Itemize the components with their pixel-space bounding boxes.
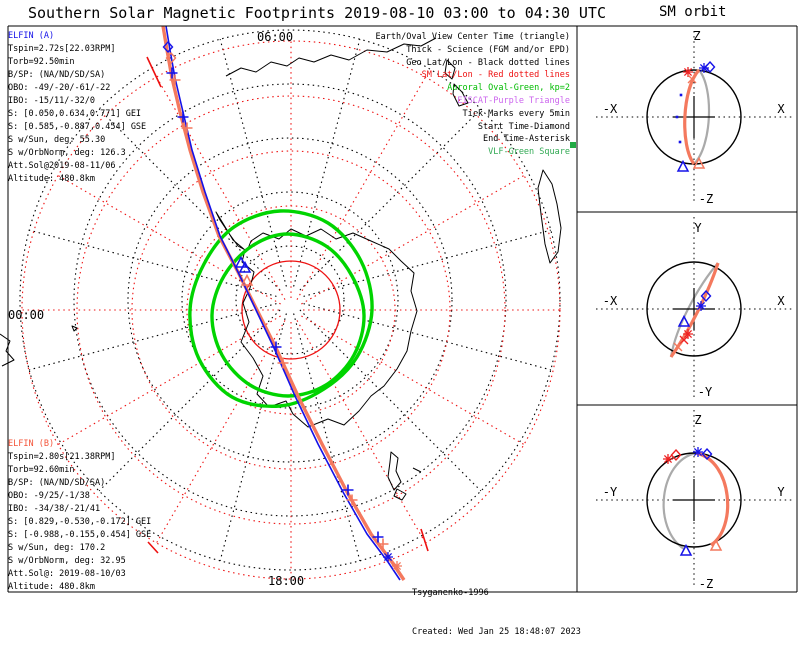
- figure-title: Southern Solar Magnetic Footprints 2019-08-10 03:00 to 04:30 UTC: [28, 4, 606, 22]
- blue-dot-marker: [679, 141, 682, 144]
- model-name: Tsyganenko-1996: [412, 588, 489, 598]
- info-line: Att.Sol@2019-08-11/06: [8, 161, 116, 171]
- axis-label-Y: Y: [777, 485, 785, 499]
- credits-block: [412, 561, 581, 665]
- info-line: Altitude: 480.8km: [8, 582, 95, 592]
- mlt-label-1800: 18:00: [268, 574, 305, 588]
- legend-item: EISCAT-Purple Triangle: [457, 95, 570, 106]
- orbit-arc-near: [696, 453, 728, 545]
- coastline: [394, 489, 406, 500]
- orbit-tracks: [163, 26, 404, 580]
- axis-label--Z: -Z: [698, 577, 714, 591]
- center-cross: [673, 479, 715, 521]
- auroral-oval-outer: [190, 211, 372, 406]
- orbit-arc-far: [664, 453, 696, 549]
- sm-orbit-panel-0: [596, 29, 793, 206]
- info-line: S w/OrbNorm, deg: 126.3: [8, 148, 126, 158]
- legend-item: SM Lat/Lon - Red dotted lines: [421, 70, 570, 81]
- legend-item: VLF-Green Square: [488, 147, 570, 158]
- info-line: Tspin=2.72s[22.03RPM]: [8, 44, 116, 54]
- info-line: B/SP: (NA/ND/SD/SA): [8, 70, 106, 80]
- grid-meridian: [301, 176, 524, 305]
- info-line: S: [-0.988,-0.155,0.454] GSE: [8, 530, 152, 540]
- grid-meridian: [29, 304, 276, 370]
- red-end-asterisk: [683, 329, 693, 339]
- created-timestamp: Created: Wed Jan 25 18:48:07 2023: [412, 627, 581, 637]
- info-line: Att.Sol@: 2019-08-10/03: [8, 569, 126, 579]
- grid-meridian: [304, 230, 551, 296]
- axis-label--Z: -Z: [698, 192, 714, 206]
- legend-item: Geo Lat/Lon - Black dotted lines: [406, 57, 570, 68]
- grid-meridian: [304, 304, 551, 370]
- info-line: Torb=92.50min: [8, 57, 75, 67]
- grid-meridian: [300, 310, 481, 491]
- mlt-label-0600: 06:00: [257, 30, 294, 44]
- axis-label--X: -X: [602, 102, 618, 116]
- elfin-a-header: ELFIN (A): [8, 31, 55, 41]
- blue-plus-tick: [167, 68, 178, 79]
- grid-meridian: [220, 39, 286, 286]
- info-line: S w/Sun, deg: 170.2: [8, 543, 106, 553]
- info-line: S w/Sun, deg: 55.30: [8, 135, 106, 145]
- axis-label-X: X: [777, 294, 785, 308]
- info-line: OBO: -9/25/-1/38: [8, 491, 90, 501]
- info-line: Tspin=2.80s[21.38RPM]: [8, 452, 116, 462]
- legend-item: Tick Marks every 5min: [462, 108, 570, 119]
- legend-item: Earth/Oval View Center Time (triangle): [375, 32, 570, 42]
- info-line: Altitude: 480.8km: [8, 174, 95, 184]
- blue-triangle-marker: [679, 317, 689, 327]
- elfin-a-footprint-track: [166, 26, 400, 580]
- mlt-label-0000: 00:00: [8, 308, 45, 322]
- grid-meridian: [157, 77, 286, 300]
- sm-meridian-tick: [147, 57, 161, 87]
- axis-label--Y: -Y: [697, 385, 713, 399]
- info-line: S: [0.585,-0.887,0.454] GSE: [8, 122, 147, 132]
- grid-meridian: [294, 39, 360, 286]
- sm-orbit-panel-1: [596, 217, 793, 399]
- blue-dot-marker: [680, 94, 683, 97]
- blue-end-asterisk: [383, 552, 393, 562]
- axis-label-Y: Y: [694, 221, 702, 235]
- blue-dot-marker: [676, 116, 679, 119]
- grid-circle: [132, 151, 450, 469]
- auroral-oval: [190, 211, 372, 406]
- info-line: S: [0.050,0.634,0.771] GEI: [8, 109, 142, 119]
- info-line: B/SP: (NA/ND/SD/SA): [8, 478, 106, 488]
- vlf-green-square: [570, 142, 576, 148]
- grid-meridian: [294, 314, 360, 561]
- legend-item: Start Time-Diamond: [477, 121, 570, 132]
- elfin-a-info-block: [8, 30, 146, 186]
- legend-item: Thick - Science (FGM and/or EPD): [406, 44, 570, 55]
- info-line: S w/OrbNorm, deg: 32.95: [8, 556, 126, 566]
- coastline: [413, 468, 421, 472]
- sm-orbit-title: SM orbit: [659, 4, 727, 20]
- info-line: Torb=92.60min: [8, 465, 75, 475]
- sm-orbit-panel-2: [596, 410, 793, 591]
- coastline: [0, 334, 14, 366]
- blue-end-asterisk: [696, 301, 706, 311]
- axis-label--Y: -Y: [602, 485, 618, 499]
- info-line: IBO: -15/11/-32/0: [8, 96, 95, 106]
- sm-meridian-tick: [421, 529, 428, 551]
- info-line: OBO: -49/-20/-61/-22: [8, 83, 111, 93]
- axis-label-X: X: [777, 102, 785, 116]
- coastline: [388, 452, 401, 490]
- grid-meridian: [58, 316, 281, 445]
- grid-meridian: [29, 230, 276, 296]
- axis-label-Z: Z: [694, 413, 702, 427]
- legend-item: End Time-Asterisk: [483, 134, 570, 145]
- orange-plus-tick: [378, 539, 389, 550]
- blue-end-asterisk: [693, 447, 703, 457]
- axis-label--X: -X: [602, 294, 618, 308]
- coastline: [538, 170, 561, 263]
- legend: [376, 31, 570, 159]
- legend-item: Auroral Oval-Green, kp=2: [447, 83, 570, 94]
- orange-end-asterisk: [392, 561, 402, 571]
- elfin-b-header: ELFIN (B): [8, 439, 55, 449]
- elfin-b-info-block: [8, 438, 151, 594]
- elfin-b-footprint-track: [163, 26, 404, 580]
- info-line: S: [0.829,-0.530,-0.172] GEI: [8, 517, 152, 527]
- info-line: IBO: -34/38/-21/41: [8, 504, 101, 514]
- axis-label-Z: Z: [693, 29, 701, 43]
